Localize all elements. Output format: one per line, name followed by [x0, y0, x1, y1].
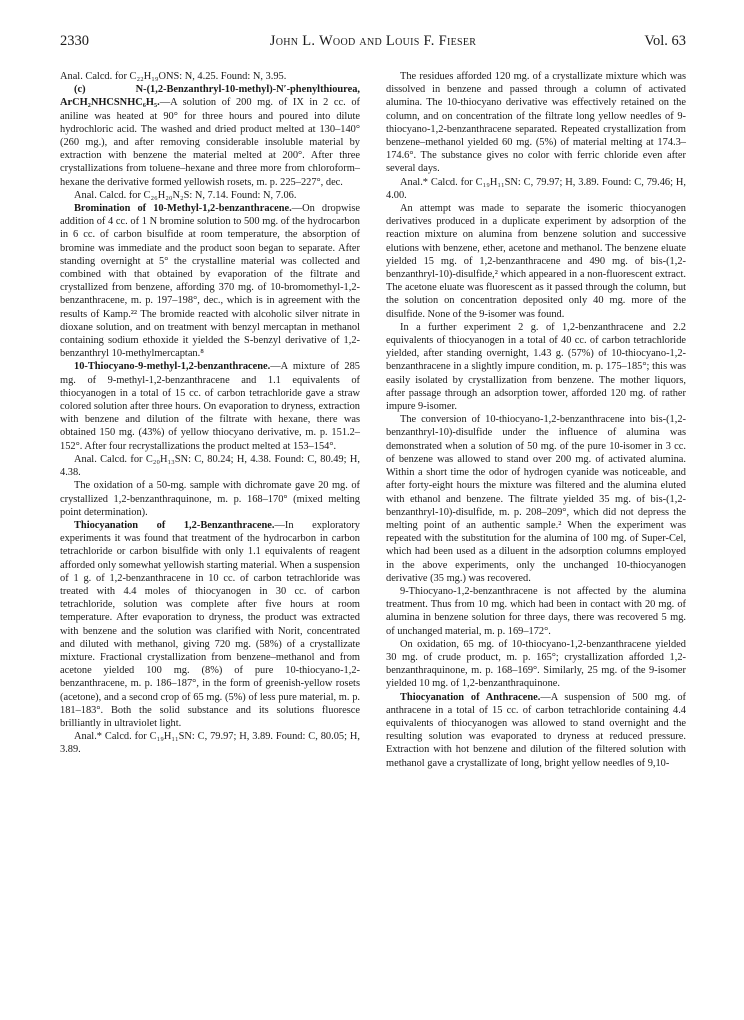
body-paragraph: Bromination of 10-Methyl-1,2-benzanthracene.—On dropwise addition of 4 cc. of 1 N bromine solution to 500 mg. of the hydrocarbon in 6 cc. of carbon bisulfide at room temperature, the absorption of bromine was immediate and the product soon began to separate. After standing overnight at 5° the crystalline material was collected and combined with that obtained by evaporation of the filtrate and crystallized from benzene, affording 370 mg. of 10-bromomethyl-1,2-benzanthracene, m. p. 197–198°, dec., which is in agreement with the results of Kamp.²² The bromide reacted with alcoholic silver nitrate in dioxane solution, and on treatment with benzyl mercaptan in methanol containing sodium ethoxide it yielded the S-benzyl derivative of 1,2-benzanthryl 10-methylmercaptan.⁸: [60, 203, 360, 360]
section-heading: Thiocyanation of 1,2-Benzanthracene.: [74, 519, 275, 531]
body-paragraph: The oxidation of a 50-mg. sample with dichromate gave 20 mg. of crystallized 1,2-benzanthraquinone, m. p. 168–170° (mixed melting point determination).: [60, 480, 360, 518]
analysis-paragraph: Anal. Calcd. for C₂₀H₁₃SN: C, 80.24; H, 4.38. Found: C, 80.49; H, 4.38.: [60, 453, 360, 479]
body-paragraph: 9-Thiocyano-1,2-benzanthracene is not affected by the alumina treatment. Thus from 10 mg. which had been in contact with 20 mg. of alumina in benzene solution for three days, there was recovered 5 mg. of unchanged material, m. p. 169–172°.: [386, 585, 686, 637]
body-paragraph: In a further experiment 2 g. of 1,2-benzanthracene and 2.2 equivalents of thiocyanogen in a total of 40 cc. of carbon tetrachloride yielded, after standing overnight, 1.43 g. (57%) of 10-thiocyano-1,2-benzanthracene in a slightly impure condition, m. p. 175–185°; this was easily isolated by crystallization from benzene. The mother liquors, after passage through an adsorption tower, afforded 120 mg. of rather impure 9-isomer.: [386, 321, 686, 413]
body-paragraph: On oxidation, 65 mg. of 10-thiocyano-1,2-benzanthracene yielded 30 mg. of crude product, m. p. 165°; crystallization afforded 1,2-benzanthraquinone, m. p. 168–169°. Similarly, 25 mg. of the 9-isomer yielded 10 mg. of 1,2-benzanthraquinone.: [386, 638, 686, 690]
body-paragraph: The conversion of 10-thiocyano-1,2-benzanthracene into bis-(1,2-benzanthryl-10)-disulfide under the influence of alumina was demonstrated when a solution of 50 mg. of the pure 10-isomer in 3 cc. of benzene was allowed to stand over 200 mg. of activated alumina. Within a short time the odor of hydrogen cyanide was noticeable, and after forty-eight hours the mixture was filtered and the alumina eluted with ethanol and benzene. The filtrate yielded 35 mg. of bis-(1,2-benzanthryl-10)-disulfide, m. p. 208–209°, which did not depress the melting point of an authentic sample.² When the experiment was repeated with the substitution for the alumina of 100 mg. of Super-Cel, which had been used as a diluent in the adsorption columns employed in the above experiments, only the unchanged 10-thiocyanogen derivative (35 mg.) was recovered.: [386, 414, 686, 584]
running-header: [60, 33, 686, 53]
analysis-paragraph: Anal. Calcd. for C₂₆H₂₀N₂S: N, 7.14. Found: N, 7.06.: [74, 189, 297, 201]
analysis-paragraph: Anal.* Calcd. for C₁₉H₁₁SN: C, 79.97; H, 3.89. Found: C, 79.46; H, 4.00.: [386, 176, 686, 201]
body-paragraph: (c) N-(1,2-Benzanthryl-10-methyl)-N′-phenylthiourea, ArCH₂NHCSNHC₆H₅.—A solution of 200 mg. of IX in 2 cc. of aniline was heated at 90° for three hours and poured into dilute hydrochloric acid. The washed and dried product melted at 130–140° (260 mg.), and after removing considerable insoluble material by extraction with benzene the material melted at 200°. After three crystallizations from toluene–hexane and three more from chloroform–hexane the derivative formed yellowish rosets, m. p. 225–227°, dec.: [60, 84, 360, 188]
body-paragraph: Thiocyanation of Anthracene.—A suspension of 500 mg. of anthracene in a total of 15 cc. of carbon tetrachloride containing 4.4 equivalents of thiocyanogen was allowed to stand overnight and the resulting solution was evaporated to dryness at reduced pressure. Extraction with hot benzene and dilution of the filtered solution with methanol gave a crystallizate of long, bright yellow needles of 9,10-: [386, 691, 686, 769]
right-column: [386, 70, 686, 770]
body-paragraph: The residues afforded 120 mg. of a crystallizate mixture which was dissolved in benzene and passed through a column of activated alumina. The 10-thiocyano derivative was effectively retained on the column, and on concentration of the filtrate long yellow needles of 9-thiocyano-1,2-benzanthracene separated. Repeated crystallization from benzene–methanol yielded 60 mg. (5%) of material melting at 174.3–174.6°. The substance gives no color with ferric chloride even after several days.: [386, 71, 686, 175]
section-heading: Thiocyanation of Anthracene.: [400, 691, 541, 703]
compound-heading: (c) N-(1,2-Benzanthryl-10-methyl)-N′-phenylthiourea, ArCH₂NHCSNHC₆H₅.: [60, 84, 360, 109]
section-heading: Bromination of 10-Methyl-1,2-benzanthracene.: [74, 203, 292, 215]
body-paragraph: 10-Thiocyano-9-methyl-1,2-benzanthracene.—A mixture of 285 mg. of 9-methyl-1,2-benzanthracene and 1.1 equivalents of thiocyanogen in a total of 15 cc. of carbon tetrachloride gave a straw colored solution after three hours. On evaporation to dryness, extraction with benzene and dilution of the filtrate with hexane, there was obtained 150 mg. (43%) of yellow thiocyano derivative, m. p. 151.2–152°. After four recrystallizations the product melted at 153–154°.: [60, 361, 360, 452]
analysis-paragraph: Anal.* Calcd. for C₁₉H₁₁SN: C, 79.97; H, 3.89. Found: C, 80.05; H, 3.89.: [60, 731, 360, 756]
volume-label: Vol. 63: [644, 33, 686, 49]
running-authors: John L. Wood and Louis F. Fieser: [269, 33, 477, 49]
body-paragraph: An attempt was made to separate the isomeric thiocyanogen derivatives produced in a duplicate experiment by adsorption of the reaction mixture on alumina from benzene solution and successive elutions with benzene, ether, acetone and methanol. The benzene eluate yielded 15 mg. of 1,2-benzanthracene and 490 mg. of bis-(1,2-benzanthryl-10)-disulfide,² which appeared in a non-fluorescent extract. The acetone eluate was fluorescent as it passed through the column, but the solution on concentration deposited only 40 mg. more of the disulfide. None of the 9-isomer was found.: [386, 203, 686, 320]
analysis-paragraph: Anal. Calcd. for C₂₂H₁₉ONS: N, 4.25. Found: N, 3.95.: [60, 71, 287, 82]
page-number: 2330: [60, 33, 89, 49]
left-column: [60, 70, 360, 757]
body-paragraph: Thiocyanation of 1,2-Benzanthracene.—In exploratory experiments it was found that treatment of the hydrocarbon in carbon tetrachloride or carbon bisulfide with only 1.1 equivalents of reagent afforded only somewhat yellowish starting material. When a suspension of 1 g. of 1,2-benzanthracene in 10 cc. of carbon tetrachloride was treated with 4.4 moles of thiocyanogen in 30 cc. of carbon tetrachloride, solution was complete after five hours at room temperature. After evaporation to dryness, the product was extracted with benzene and the solution was clarified with Norit, concentrated and diluted with methanol, giving 720 mg. (58%) of a crystallizate mixture. Fractional crystallization from benzene–methanol and from acetone yielded 100 mg. (8%) of pure 10-thiocyano-1,2-benzanthracene, m. p. 186–187°, in the form of greenish-yellow rosets (acetone), and a second crop of 65 mg. (5%) of less pure material, m. p. 181–183°. Both the solid substance and its solutions fluoresce brilliantly in ultraviolet light.: [60, 519, 360, 729]
section-heading: 10-Thiocyano-9-methyl-1,2-benzanthracene.: [74, 361, 271, 373]
